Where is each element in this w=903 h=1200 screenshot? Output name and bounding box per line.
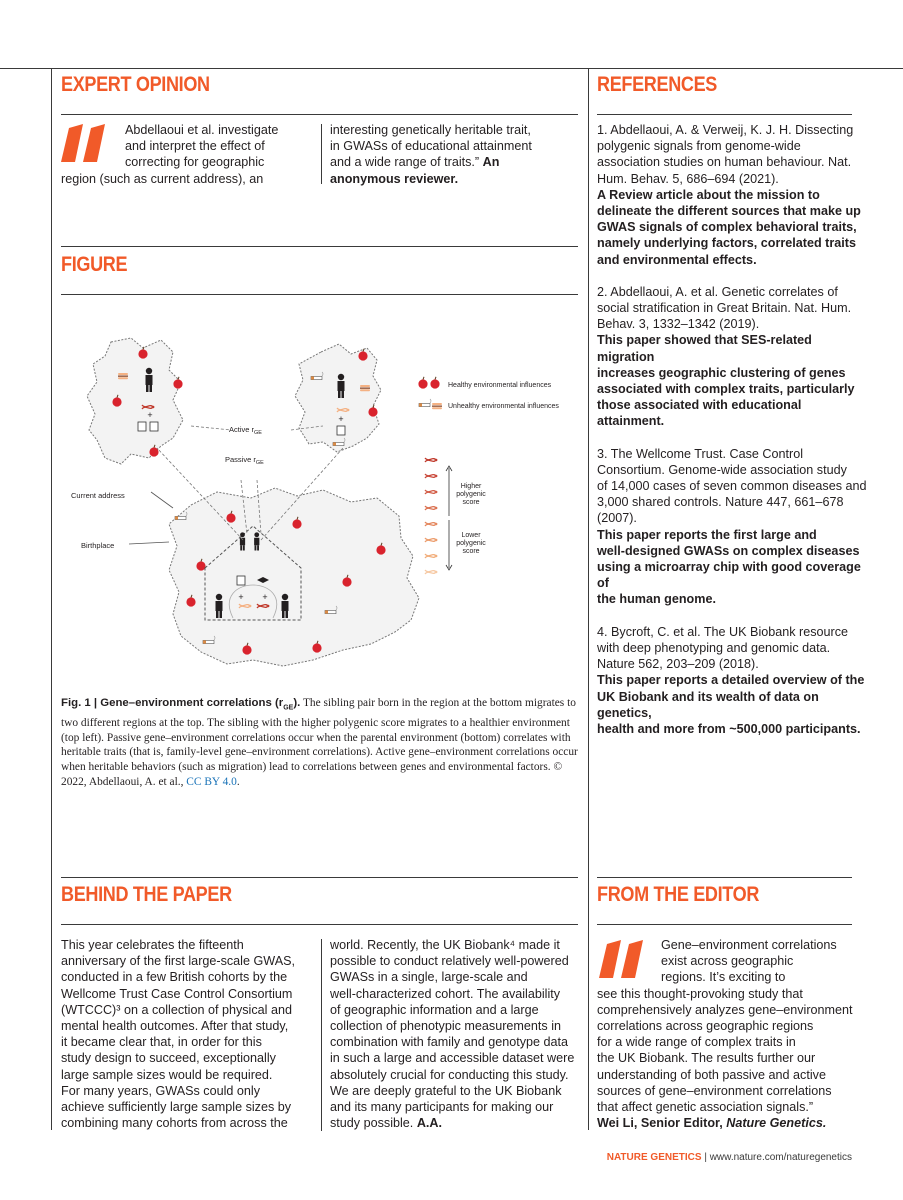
- editor-rule: [597, 924, 852, 925]
- expert-line: and interpret the effect of: [125, 139, 265, 154]
- behind-col2: world. Recently, the UK Biobank⁴ made it possible to conduct relatively well-powered GWASs in a single, large-scale and well-characterized cohort. The availability of geographic information and a large collection of phenotypic measurements in combination with family and genotype data in such a large and accessible dataset were absolutely crucial for conducting this study. We are deeply grateful to the UK Biobank and its many participants for making our study possible. A.A.: [330, 938, 575, 1131]
- top-rule: [0, 68, 903, 69]
- expert-line: correcting for geographic: [125, 155, 265, 170]
- polygenic-scale: [425, 458, 486, 574]
- higher-label: score: [462, 499, 480, 506]
- label-active-rge: Active $r_{GE}$: [229, 425, 262, 436]
- expert-line: Abdellaoui et al. investigate: [125, 123, 279, 137]
- page-footer: [607, 1152, 852, 1163]
- expert-opinion-col1: [61, 122, 321, 187]
- label-passive-rge: Passive $r_{GE}$: [225, 455, 264, 466]
- reference-item: 1. Abdellaoui, A. & Verweij, K. J. H. Dissecting polygenic signals from genome-wide association studies on human behaviour. Nat. Hum. Behav. 5, 686–694 (2021). A Review article about the mission to delineate the different sources that make up GWAS signals of complex behavioral traits, namely underlying factors, correlated traits and environmental effects.: [597, 123, 861, 267]
- legend-unhealthy: Unhealthy environmental influences: [448, 403, 559, 410]
- expert-opinion-rule: [61, 114, 578, 115]
- reference-item: 2. Abdellaoui, A. et al. Genetic correlates of social stratification in Great Britain. Nat. Hum. Behav. 3, 1332–1342 (2019). This paper showed that SES-related migration increases geographic clustering of genes associated with complex traits, particularly those associated with educational attainment.: [597, 284, 855, 429]
- expert-line: interesting genetically heritable trait,: [330, 123, 531, 137]
- higher-label: polygenic: [456, 491, 486, 498]
- gene-environment-figure: [61, 330, 578, 675]
- behind-top-rule: [61, 877, 578, 878]
- footer-separator: |: [701, 1152, 710, 1163]
- references-list: [597, 122, 867, 753]
- expert-column-divider: [321, 124, 322, 184]
- healthy-region: [87, 338, 183, 464]
- higher-label: Higher: [460, 483, 482, 490]
- footer-journal: NATURE GENETICS: [606, 1152, 702, 1163]
- column-divider-right: [588, 68, 589, 1130]
- editor-text: Gene–environment correlations exist across geographic regions. It’s exciting to see this thought-provoking study that comprehensively analyzes gene–environment correlations across geographic regions for a wide range of complex traits in the UK Biobank. The results further our understanding of both passive and active sources of gene–environment correlations that affect genetic association signals.” Wei Li, Senior Editor, Nature Genetics.: [597, 937, 867, 1131]
- figure-rule: [61, 294, 578, 295]
- birthplace-region: [169, 488, 419, 666]
- lower-label: polygenic: [456, 540, 486, 547]
- references-rule: [597, 114, 852, 115]
- expert-opinion-title: EXPERT OPINION: [61, 73, 210, 96]
- behind-col1: This year celebrates the fifteenth anniversary of the first large-scale GWAS, conducted in a few British cohorts by the Wellcome Trust Case Control Consortium (WTCCC)³ on a collection of physical and mental health outcomes. After that study, it became clear that, in order for this study design to succeed, exceptionally large sample sizes would be required. For many years, GWASs could only achieve sufficiently large sample sizes by combining many cohorts from across the: [61, 938, 295, 1131]
- lower-label: score: [462, 548, 480, 555]
- figure-title: FIGURE: [61, 253, 128, 276]
- reference-item: 4. Bycroft, C. et al. The UK Biobank resource with deep phenotyping and genomic data. Nature 562, 203–209 (2018). This paper reports a detailed overview of the UK Biobank and its wealth of data on genetics, health and more from ~500,000 participants.: [597, 624, 865, 736]
- column-divider: [51, 68, 52, 1130]
- license-link[interactable]: CC BY 4.0: [186, 775, 237, 788]
- expert-opinion-col2: [330, 122, 580, 187]
- behind-the-paper-title: BEHIND THE PAPER: [61, 883, 232, 906]
- expert-line: in GWASs of educational attainment: [330, 139, 532, 154]
- expert-line: region (such as current address), an: [61, 171, 264, 186]
- expert-line: [330, 154, 580, 170]
- editor-top-rule: [597, 877, 852, 878]
- figure-caption: Fig. 1 | Gene–environment correlations $(r_{GE})$. The sibling pair born in the region at the bottom migrates to two different regions at the top. The sibling with the higher polygenic score migrates to a healthier environment (top left). Passive gene–environment correlations occur when the parental environment (bottom) correlates with heritable traits (that is, family-level gene–environment correlations). Active gene–environment correlations occur when heritable behaviors (such as migration) lead to correlations between genes and environmental factors. © 2022, Abdellaoui, A. et al., CC BY 4.0.: [61, 697, 578, 788]
- caption-label: Fig. 1 | Gene–environment correlations $(r_{GE})$.: [61, 697, 301, 712]
- from-the-editor-title: FROM THE EDITOR: [597, 883, 760, 906]
- label-birthplace: Birthplace: [81, 541, 115, 550]
- reviewer: anonymous reviewer.: [330, 171, 459, 186]
- svg-text:+: +: [238, 592, 244, 602]
- behind-rule: [61, 924, 578, 925]
- unhealthy-region: [295, 344, 381, 452]
- svg-text:+: +: [262, 592, 268, 602]
- expert-line-text: and a wide range of traits.”: [330, 155, 480, 170]
- lower-label: Lower: [461, 532, 481, 539]
- reviewer-bold: An: [482, 155, 500, 170]
- caption-text: The sibling pair born in the region at the bottom migrates to two different regions at the top. The sibling with the higher polygenic score migrates to a healthier environment (top left). Passive gene–environment correlations occur when the parental environment (bottom) correlates with heritable traits (that is, family-level gene–environment correlations). Active gene–environment correlations occur when heritable behaviors (such as migration) lead to correlations between genes and environmental factors. © 2022, Abdellaoui, A. et al.,: [61, 697, 578, 788]
- svg-text:+: +: [338, 414, 344, 424]
- figure-legend: [418, 377, 559, 410]
- editor-signature: Wei Li, Senior Editor, Nature Genetics.: [597, 1116, 827, 1131]
- reference-item: 3. The Wellcome Trust. Case Control Consortium. Genome-wide association study of 14,000 cases of seven common diseases and 3,000 shared controls. Nature 447, 661–678 (2007). This paper reports the first large and well-designed GWASs on complex diseases using a microarray chip with good coverage of the human genome.: [597, 446, 867, 607]
- figure-top-rule: [61, 246, 578, 247]
- legend-healthy: Healthy environmental influences: [448, 382, 552, 389]
- label-current-address: Current address: [71, 491, 125, 500]
- behind-column-divider: [321, 939, 322, 1131]
- references-title: REFERENCES: [597, 73, 717, 96]
- label-pointers: [129, 492, 173, 544]
- footer-url[interactable]: www.nature.com/naturegenetics: [709, 1152, 852, 1163]
- signature: A.A.: [416, 1116, 442, 1131]
- svg-text:+: +: [147, 410, 153, 420]
